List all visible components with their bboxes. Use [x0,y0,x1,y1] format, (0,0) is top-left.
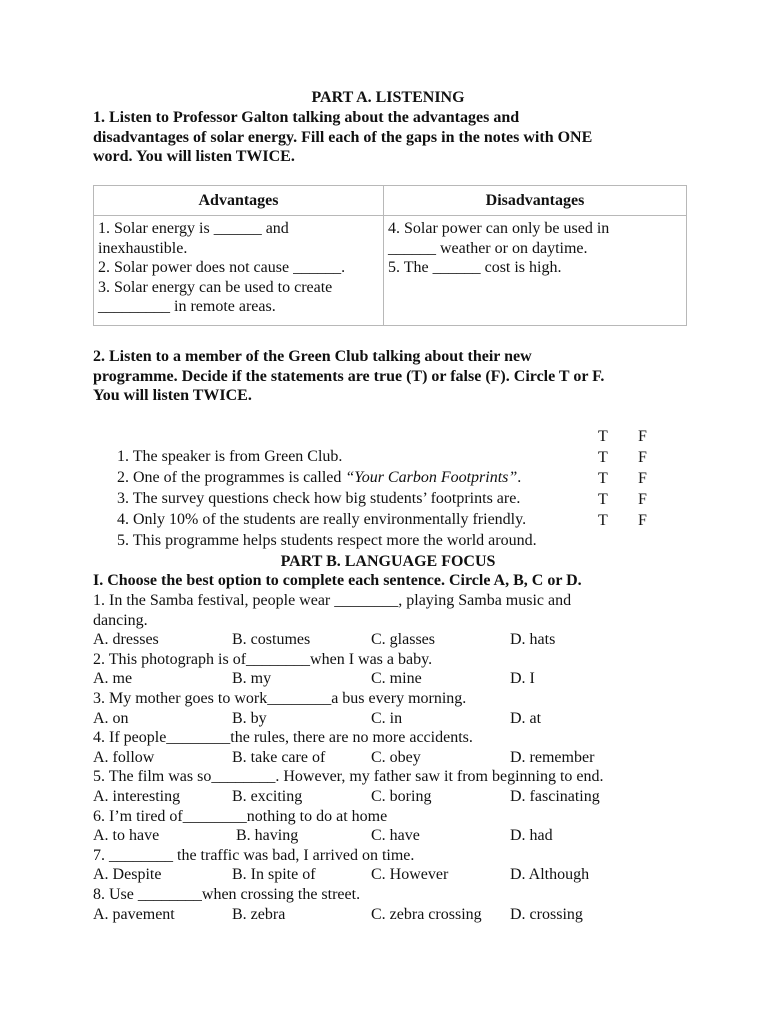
section1-instruction: I. Choose the best option to complete each sentence. Circle A, B, C or D. [93,572,582,589]
option-b[interactable]: B. by [232,709,267,727]
option-d[interactable]: D. remember [510,748,595,766]
part-b-heading: PART B. LANGUAGE FOCUS [280,553,496,570]
option-d[interactable]: D. had [510,827,553,845]
statement-row [93,427,683,465]
option-a[interactable]: A. to have [93,827,160,845]
question-item [93,807,683,846]
multiple-choice-list [93,591,683,924]
advantages-header: Advantages [94,186,384,216]
advantage-line: inexhaustible. [98,239,188,257]
option-d[interactable]: D. fascinating [510,787,600,805]
statement-text: 4. Only 10% of the students are really environmentally friendly. [117,510,527,528]
option-c[interactable]: C. in [371,709,403,727]
option-d[interactable]: D. hats [510,631,556,649]
task1-instruction-line: 1. Listen to Professor Galton talking about the advantages and [93,109,520,126]
answer-options [93,748,683,768]
option-a[interactable]: A. Despite [93,866,162,884]
task1-instruction [93,108,683,167]
question-text: 6. I’m tired of________nothing to do at home [93,807,388,825]
task2-instruction-line: 2. Listen to a member of the Green Club talking about their new [93,348,532,365]
option-a[interactable]: A. me [93,670,133,688]
answer-options [93,709,683,729]
task2-instruction-line: programme. Decide if the statements are true (T) or false (F). Circle T or F. [93,367,605,385]
false-option[interactable]: F [638,491,647,508]
option-c[interactable]: C. have [371,827,420,845]
task2-instruction [93,347,683,406]
option-a[interactable]: A. pavement [93,905,175,923]
disadvantages-header: Disadvantages [384,186,687,216]
statement-text: 2. One of the programmes is called “Your Carbon Footprints”. [117,468,522,486]
question-text: 5. The film was so________. However, my father saw it from beginning to end. [93,768,604,786]
option-c[interactable]: C. However [371,866,449,884]
question-item [93,650,683,689]
true-option[interactable]: T [598,449,608,466]
disadvantage-line: 5. The ______ cost is high. [388,259,562,277]
question-text: 8. Use ________when crossing the street. [93,885,361,903]
question-text: 7. ________ the traffic was bad, I arrived on time. [93,846,415,864]
question-item [93,591,683,650]
advantage-line: 2. Solar power does not cause ______. [98,259,346,277]
statement-text: 3. The survey questions check how big students’ footprints are. [117,489,521,507]
advantage-line: 1. Solar energy is ______ and [98,220,289,237]
task1-instruction-line: disadvantages of solar energy. Fill each of the gaps in the notes with ONE [93,128,593,146]
true-option[interactable]: T [598,470,608,487]
disadvantages-cell [384,216,687,326]
option-b[interactable]: B. my [232,670,272,688]
answer-options [93,826,683,846]
task2-instruction-line: You will listen TWICE. [93,387,252,405]
option-a[interactable]: A. on [93,709,129,727]
question-item [93,885,683,924]
false-option[interactable]: F [638,470,647,487]
false-option[interactable]: F [638,512,647,529]
notes-table [93,185,687,326]
advantages-cell [94,216,384,326]
option-d[interactable]: D. Although [510,866,590,884]
option-d[interactable]: D. I [510,670,535,688]
question-text: 3. My mother goes to work________a bus every morning. [93,689,467,707]
disadvantage-line: 4. Solar power can only be used in [388,220,610,237]
option-c[interactable]: C. glasses [371,631,435,649]
option-b[interactable]: B. exciting [232,787,303,805]
true-option[interactable]: T [598,428,608,445]
option-a[interactable]: A. interesting [93,787,181,805]
question-text: 2. This photograph is of________when I was a baby. [93,650,433,668]
statement-row [93,511,683,549]
option-b[interactable]: B. take care of [232,748,326,766]
option-c[interactable]: C. mine [371,670,422,688]
statement-text: 1. The speaker is from Green Club. [117,447,343,465]
question-item [93,728,683,767]
question-item [93,689,683,728]
true-option[interactable]: T [598,491,608,508]
option-a[interactable]: A. dresses [93,631,159,649]
option-d[interactable]: D. crossing [510,905,583,923]
question-text: 4. If people________the rules, there are no more accidents. [93,729,473,747]
option-b[interactable]: B. In spite of [232,866,316,884]
false-option[interactable]: F [638,428,647,445]
option-c[interactable]: C. obey [371,748,421,766]
option-c[interactable]: C. boring [371,787,432,805]
answer-options [93,669,683,689]
true-false-list [93,427,683,549]
true-option[interactable]: T [598,512,608,529]
option-c[interactable]: C. zebra crossing [371,905,482,923]
false-option[interactable]: F [638,449,647,466]
disadvantage-line: ______ weather or on daytime. [388,239,588,257]
task1-instruction-line: word. You will listen TWICE. [93,148,295,166]
question-item [93,846,683,885]
part-a-heading: PART A. LISTENING [311,89,465,106]
answer-options [93,905,683,925]
answer-options [93,865,683,885]
question-item [93,767,683,806]
statement-row [93,469,683,507]
statement-text: 5. This programme helps students respect more the world around. [117,531,537,549]
answer-options [93,630,683,650]
advantage-line: _________ in remote areas. [98,298,276,316]
option-b[interactable]: B. zebra [232,905,286,923]
programme-title: “Your Carbon Footprints” [345,468,518,486]
advantage-line: 3. Solar energy can be used to create [98,278,333,296]
answer-options [93,787,683,807]
option-d[interactable]: D. at [510,709,542,727]
option-a[interactable]: A. follow [93,748,155,766]
question-text: 1. In the Samba festival, people wear ________, playing Samba music and [93,592,572,609]
statement-row [93,448,683,486]
option-b[interactable]: B. costumes [232,631,311,649]
question-text: dancing. [93,611,148,629]
statement-row [93,490,683,528]
option-b[interactable]: B. having [232,827,299,845]
